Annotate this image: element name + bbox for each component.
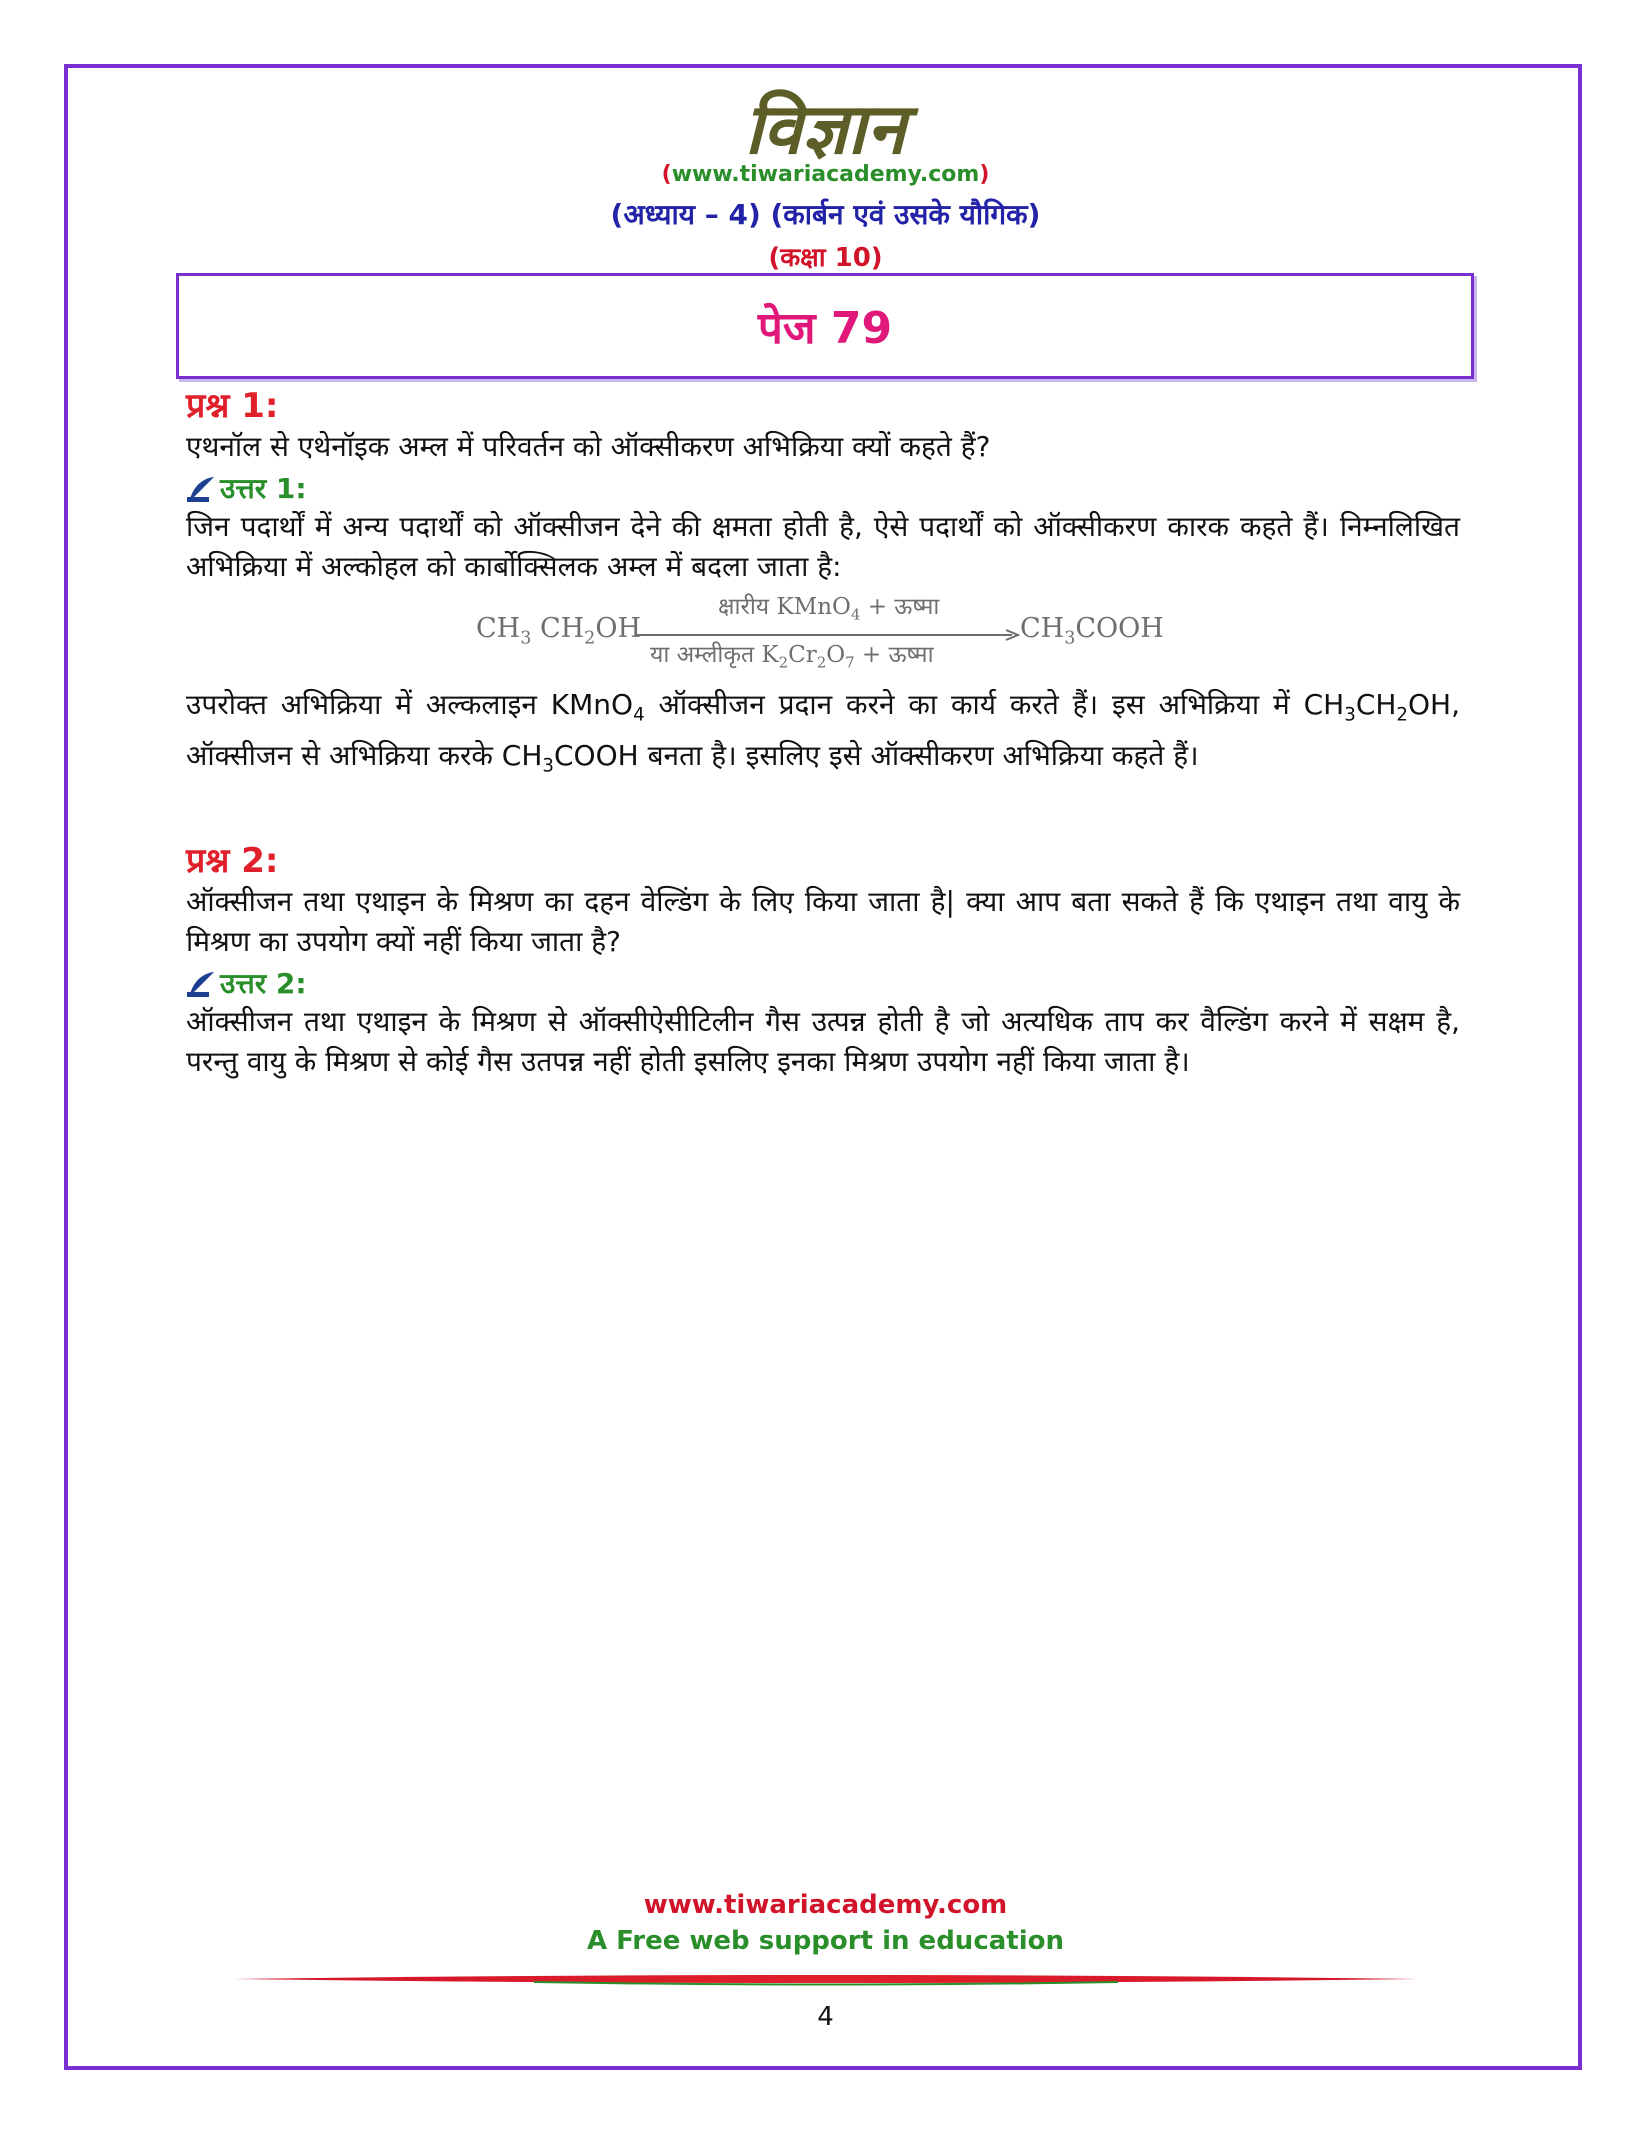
equation-reactant: $CH_3$ $CH_2OH$: [476, 613, 642, 649]
page-label-box: [176, 273, 1474, 379]
equation-product: $CH_3COOH$: [1020, 613, 1164, 649]
header-website: (www.tiwariacademy.com): [661, 162, 990, 187]
answer-2-text: ऑक्सीजन तथा एथाइन के मिश्रण से ऑक्सीऐसीटिलीन गैस उत्पन्न होती है जो अत्यधिक ताप कर वैल्डिंग करने में सक्षम है, परन्तु वायु के मिश्रण से कोई गैस उतपन्न नहीं होती इसलिए इनका मिश्रण उपयोग नहीं किया जाता है।: [186, 1005, 1460, 1079]
class-label: (कक्षा 10): [768, 243, 883, 273]
equation-condition-bottom: या अम्लीकृत $K_2Cr_2O_7$ + ऊष्मा: [650, 642, 934, 672]
answer-2-heading: [186, 966, 1460, 1002]
page-number: 4: [817, 2002, 834, 2032]
question-1-label: प्रश्न 1:: [186, 386, 279, 426]
answer-1-heading: [186, 471, 1460, 507]
content: [186, 385, 1460, 1082]
footer-divider: [234, 1973, 1418, 1987]
answer-2-label: उत्तर 2:: [220, 967, 307, 1001]
question-2-text: ऑक्सीजन तथा एथाइन के मिश्रण का दहन वेल्डिंग के लिए किया जाता है| क्या आप बता सकते हैं कि एथाइन तथा वायु के मिश्रण का उपयोग क्यों नहीं किया जाता है?: [186, 885, 1460, 959]
page-title: विज्ञान: [744, 87, 907, 170]
equation-condition-top: क्षारीय KMnO$_4$ + ऊष्मा: [718, 594, 940, 624]
answer-1-label: उत्तर 1:: [220, 472, 307, 505]
quill-icon: [186, 475, 216, 503]
answer-1-text: जिन पदार्थों में अन्य पदार्थों को ऑक्सीजन देने की क्षमता होती है, ऐसे पदार्थों को ऑक्सीकरण कारक कहते हैं। निम्नलिखित अभिक्रिया में अल्कोहल को कार्बोक्सिलक अम्ल में बदला जाता है:: [186, 510, 1460, 583]
page-label: पेज 79: [757, 303, 893, 354]
question-2-label: प्रश्न 2:: [186, 841, 279, 882]
footer-website: www.tiwariacademy.com: [643, 1890, 1008, 1920]
quill-icon: [186, 970, 216, 998]
answer-1-explanation: उपरोक्त अभिक्रिया में अल्कलाइन KMnO$_4$ ऑक्सीजन प्रदान करने का कार्य करते हैं। इस अभिक्रिया में $CH_3CH_2OH$, ऑक्सीजन से अभिक्रिया करके $CH_3COOH$ बनता है। इसलिए इसे ऑक्सीकरण अभिक्रिया कहते हैं।: [186, 688, 1460, 777]
chapter-title: (अध्याय – 4) (कार्बन एवं उसके यौगिक): [610, 198, 1041, 231]
chemical-equation: [186, 593, 1460, 671]
question-1-text: एथनॉल से एथेनॉइक अम्ल में परिवर्तन को ऑक्सीकरण अभिक्रिया क्यों कहते हैं?: [186, 430, 991, 463]
footer-tagline: A Free web support in education: [586, 1926, 1064, 1956]
